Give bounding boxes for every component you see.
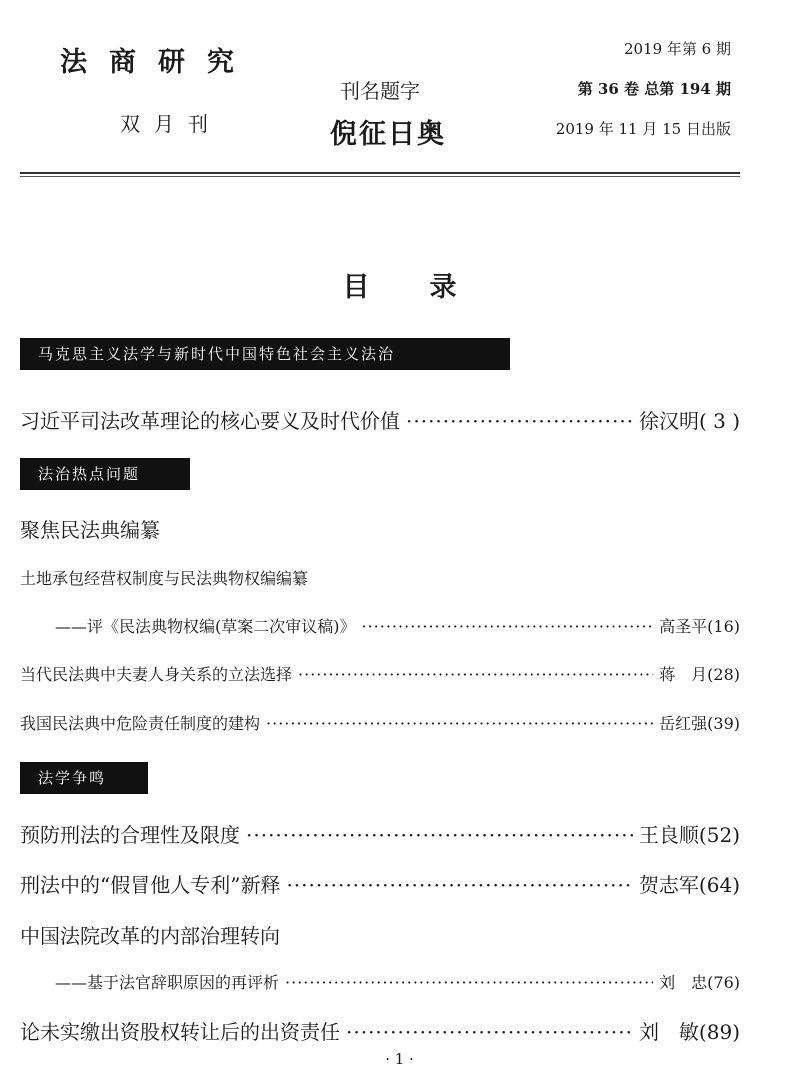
- leader-dots: [406, 409, 633, 433]
- entry-subtitle: ——基于法官辞职原因的再评析: [55, 973, 280, 992]
- toc-entry[interactable]: [20, 405, 740, 434]
- entry-author-page: 贺志军(64): [638, 873, 740, 897]
- topic-heading: 聚焦民法典编纂: [20, 518, 160, 542]
- leader-dots: [346, 1020, 633, 1044]
- entry-title: 当代民法典中夫妻人身关系的立法选择: [20, 665, 293, 684]
- entry-author-page: 刘 忠(76): [659, 973, 740, 992]
- section-heading-marxist-law: 马克思主义法学与新时代中国特色社会主义法治: [20, 338, 510, 370]
- issue-number: 2019 年第 6 期: [623, 40, 731, 58]
- leader-dots: [246, 823, 633, 847]
- entry-author-page: 蒋 月(28): [659, 665, 740, 684]
- entry-author-page: 刘 敏(89): [638, 1020, 740, 1044]
- toc-entry[interactable]: [20, 662, 740, 685]
- toc-entry[interactable]: [20, 711, 740, 734]
- toc-entry[interactable]: [20, 1016, 740, 1045]
- leader-dots: [285, 973, 653, 992]
- leader-dots: [362, 617, 654, 636]
- volume-number: 第 36 卷 总第 194 期: [577, 80, 731, 98]
- header-rule-thin: [20, 176, 740, 177]
- toc-entry[interactable]: [55, 970, 740, 993]
- header-rule: [20, 172, 740, 174]
- entry-title: 刑法中的“假冒他人专利”新释: [20, 873, 281, 897]
- leader-dots: [298, 665, 653, 684]
- entry-title: 预防刑法的合理性及限度: [20, 823, 240, 847]
- inscription-label: 刊名题字: [340, 79, 420, 103]
- entry-title: 我国民法典中危险责任制度的建构: [20, 714, 261, 733]
- entry-author-page: 高圣平(16): [659, 617, 740, 636]
- entry-author-page: 岳红强(39): [659, 714, 740, 733]
- journal-title: 法商研究: [60, 47, 256, 78]
- toc-entry[interactable]: [20, 869, 740, 898]
- publication-frequency: 双月刊: [120, 112, 222, 136]
- entry-subtitle: ——评《民法典物权编(草案二次审议稿)》: [55, 617, 356, 636]
- entry-title: 习近平司法改革理论的核心要义及时代价值: [20, 409, 400, 433]
- entry-title[interactable]: 中国法院改革的内部治理转向: [20, 924, 280, 948]
- page-number: · 1 ·: [385, 1050, 414, 1068]
- entry-title[interactable]: 土地承包经营权制度与民法典物权编编纂: [20, 569, 309, 588]
- toc-entry[interactable]: [20, 819, 740, 848]
- leader-dots: [286, 873, 632, 897]
- section-heading-debates: 法学争鸣: [20, 762, 148, 794]
- entry-author-page: 王良顺(52): [638, 823, 740, 847]
- section-heading-hot-issues: 法治热点问题: [20, 458, 190, 490]
- toc-title: 目录: [342, 272, 517, 303]
- leader-dots: [266, 714, 653, 733]
- title-inscription: 倪征日奥: [330, 119, 446, 150]
- toc-entry[interactable]: [55, 614, 740, 637]
- entry-title: 论未实缴出资股权转让后的出资责任: [20, 1020, 340, 1044]
- entry-author-page: 徐汉明( 3 ): [638, 409, 740, 433]
- publication-date: 2019 年 11 月 15 日出版: [555, 120, 731, 138]
